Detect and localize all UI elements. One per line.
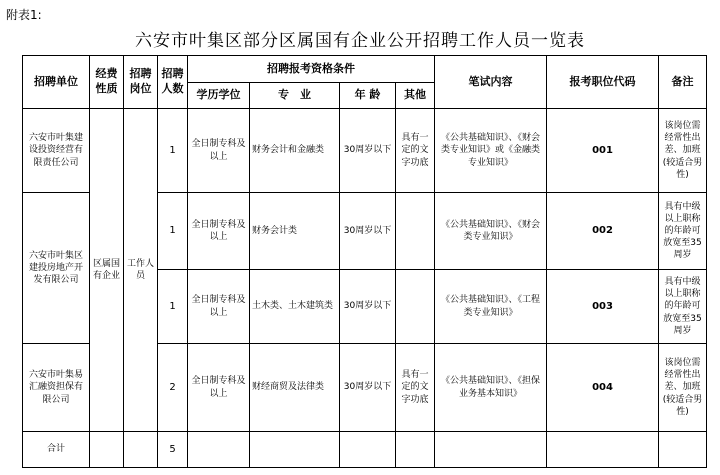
header-count: 招聘人数: [158, 56, 188, 109]
unit-cell-1: 六安市叶集建设投资经营有限责任公司: [23, 109, 90, 193]
post-cell: 工作人员: [124, 109, 158, 432]
age-cell: 30周岁以下: [340, 344, 396, 432]
header-qualifications: 招聘报考资格条件: [188, 56, 435, 83]
header-row-1: [23, 56, 707, 83]
header-funding: 经费性质: [90, 56, 124, 109]
empty-cell: [547, 432, 659, 468]
major-cell: 财务会计和金融类: [250, 109, 340, 193]
total-label: 合计: [23, 432, 90, 468]
empty-cell: [250, 432, 340, 468]
position-code-cell: 002: [547, 193, 659, 270]
count-cell: 2: [158, 344, 188, 432]
position-code-cell: 001: [547, 109, 659, 193]
age-cell: 30周岁以下: [340, 270, 396, 344]
other-cell: 具有一定的文字功底: [396, 109, 435, 193]
recruitment-table: [22, 55, 707, 468]
exam-cell: 《公共基础知识》、《财会类专业知识》: [435, 193, 547, 270]
major-cell: 土木类、土木建筑类: [250, 270, 340, 344]
remarks-cell: 该岗位需经常性出差、加班(较适合男性): [659, 109, 707, 193]
major-cell: 财务会计类: [250, 193, 340, 270]
exam-cell: 《公共基础知识》、《工程类专业知识》: [435, 270, 547, 344]
page-title: 六安市叶集区部分区属国有企业公开招聘工作人员一览表: [135, 31, 585, 51]
remarks-cell: 该岗位需经常性出差、加班(较适合男性): [659, 344, 707, 432]
age-cell: 30周岁以下: [340, 109, 396, 193]
major-cell: 财经商贸及法律类: [250, 344, 340, 432]
age-cell: 30周岁以下: [340, 193, 396, 270]
count-cell: 1: [158, 270, 188, 344]
header-education: 学历学位: [188, 83, 250, 109]
header-unit: 招聘单位: [23, 56, 90, 109]
empty-cell: [188, 432, 250, 468]
education-cell: 全日制专科及以上: [188, 344, 250, 432]
education-cell: 全日制专科及以上: [188, 270, 250, 344]
header-post: 招聘岗位: [124, 56, 158, 109]
header-other: 其他: [396, 83, 435, 109]
table-row: [23, 109, 707, 193]
position-code-cell: 003: [547, 270, 659, 344]
exam-cell: 《公共基础知识》、《财会类专业知识》或《金融类专业知识》: [435, 109, 547, 193]
education-cell: 全日制专科及以上: [188, 109, 250, 193]
header-major: 专 业: [250, 83, 340, 109]
position-code-cell: 004: [547, 344, 659, 432]
header-age: 年 龄: [340, 83, 396, 109]
empty-cell: [435, 432, 547, 468]
other-cell: [396, 270, 435, 344]
attachment-label: 附表1:: [6, 8, 42, 22]
header-exam: 笔试内容: [435, 56, 547, 109]
unit-cell-3: 六安市叶集易汇融资担保有限公司: [23, 344, 90, 432]
remarks-cell: 具有中级以上职称的年龄可放宽至35周岁: [659, 193, 707, 270]
empty-cell: [396, 432, 435, 468]
funding-cell: 区属国有企业: [90, 109, 124, 432]
count-cell: 1: [158, 109, 188, 193]
total-row: [23, 432, 707, 468]
empty-cell: [90, 432, 124, 468]
other-cell: 具有一定的文字功底: [396, 344, 435, 432]
count-cell: 1: [158, 193, 188, 270]
education-cell: 全日制专科及以上: [188, 193, 250, 270]
empty-cell: [124, 432, 158, 468]
empty-cell: [659, 432, 707, 468]
unit-cell-2: 六安市叶集区建投房地产开发有限公司: [23, 193, 90, 344]
header-code: 报考职位代码: [547, 56, 659, 109]
total-count: 5: [158, 432, 188, 468]
other-cell: [396, 193, 435, 270]
exam-cell: 《公共基础知识》、《担保业务基本知识》: [435, 344, 547, 432]
remarks-cell: 具有中级以上职称的年龄可放宽至35周岁: [659, 270, 707, 344]
header-remarks: 备注: [659, 56, 707, 109]
empty-cell: [340, 432, 396, 468]
